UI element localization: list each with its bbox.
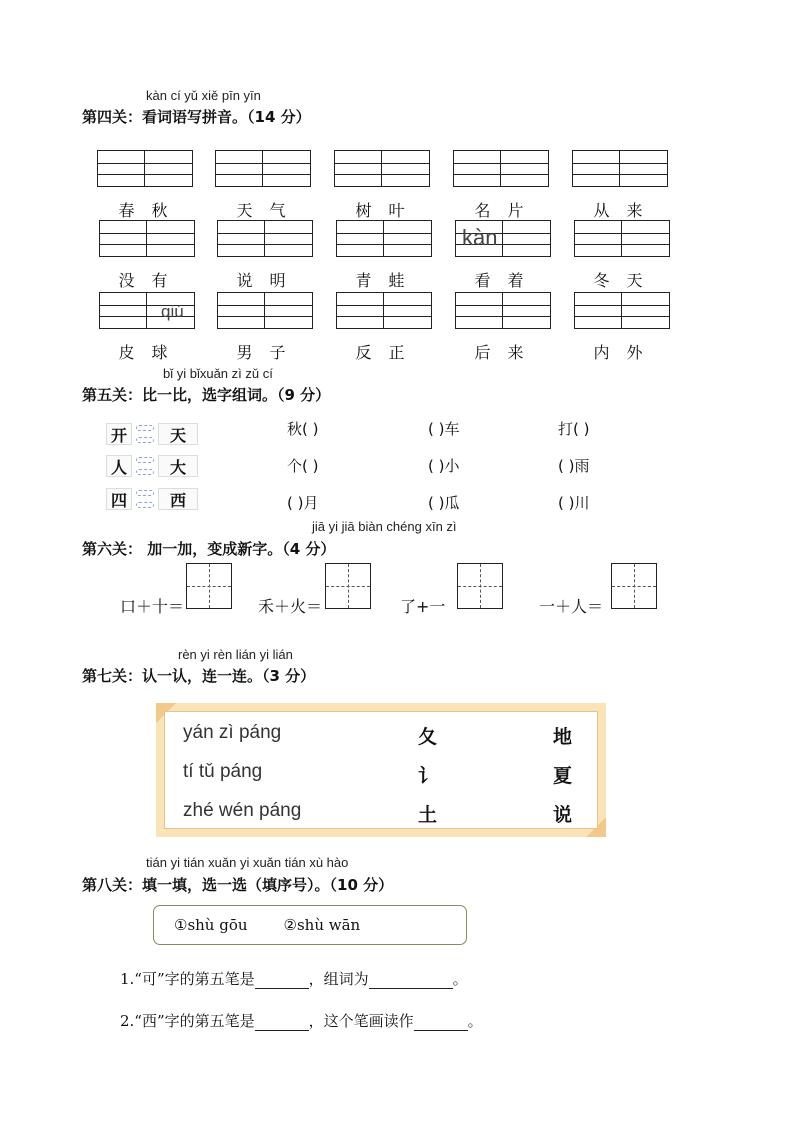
option-1: ①shù gōu [174, 916, 248, 934]
pinyin-grid[interactable] [334, 150, 430, 187]
pinyin-grid[interactable] [574, 220, 670, 257]
vocab-word: 春 秋 [118, 201, 174, 220]
question-2-text: 。 [467, 1012, 483, 1030]
equation-3: 了+一 [400, 597, 446, 616]
question-1-text: 。 [452, 970, 468, 988]
char-pair [106, 455, 198, 477]
pinyin-cell[interactable] [574, 220, 622, 257]
equation-4: 一＋人＝ [539, 597, 604, 616]
question-1 [120, 968, 468, 989]
word-blank[interactable]: ( )小 [428, 457, 460, 475]
vocab-word: 后 来 [474, 343, 530, 362]
pair-char-left: 人 [106, 455, 132, 477]
vocab-word: 从 来 [593, 201, 649, 220]
pinyin-cell[interactable] [99, 220, 147, 257]
matching-inner [164, 711, 598, 829]
match-char-1[interactable]: 地 [553, 726, 573, 748]
pinyin-grid[interactable] [336, 292, 432, 329]
pinyin-cell[interactable] [334, 150, 382, 187]
pinyin-grid[interactable] [215, 150, 311, 187]
pinyin-grid[interactable] [336, 220, 432, 257]
section5-pinyin: bǐ yi bǐxuǎn zì zǔ cí [163, 366, 273, 381]
pinyin-grid[interactable] [572, 150, 668, 187]
pinyin-cell[interactable] [265, 292, 313, 329]
vocab-word: 看 着 [474, 271, 530, 290]
question-1-text: ，组词为 [308, 970, 369, 988]
word-blank[interactable]: ( )月 [287, 494, 319, 512]
word-blank[interactable]: ( )川 [558, 494, 590, 512]
char-pair [106, 488, 198, 510]
vocab-word: 冬 天 [593, 271, 649, 290]
pinyin-cell[interactable] [99, 292, 147, 329]
pinyin-cell[interactable] [622, 220, 670, 257]
word-blank[interactable]: 打( ) [558, 420, 590, 438]
question-1-text: 1.“可”字的第五笔是 [120, 970, 255, 988]
pair-char-right: 天 [158, 423, 198, 445]
pinyin-cell[interactable] [453, 150, 501, 187]
vocab-word: 天 气 [236, 201, 292, 220]
section8-pinyin: tián yi tián xuǎn yi xuǎn tián xù hào [146, 855, 349, 870]
pinyin-cell[interactable] [384, 292, 432, 329]
pinyin-cell[interactable] [622, 292, 670, 329]
pair-char-left: 四 [106, 488, 132, 510]
pinyin-grid[interactable] [217, 220, 313, 257]
match-pinyin-2: tí tǔ páng [183, 761, 263, 782]
word-blank[interactable]: ( )瓜 [428, 494, 460, 512]
options-box [153, 905, 467, 945]
question-2-text: ，这个笔画读作 [308, 1012, 414, 1030]
pair-char-right: 西 [158, 488, 198, 510]
section6-title: 第六关： 加一加，变成新字。（4 分） [82, 540, 336, 558]
section4-title: 第四关：看词语写拼音。（14 分） [82, 108, 311, 126]
char-pair [106, 423, 198, 445]
word-blank[interactable]: 秋( ) [287, 420, 319, 438]
pinyin-cell[interactable] [215, 150, 263, 187]
match-pinyin-1: yán zì páng [183, 722, 282, 743]
match-radical-2[interactable]: 讠 [418, 765, 438, 787]
pinyin-cell[interactable] [574, 292, 622, 329]
match-radical-1[interactable]: 夂 [418, 726, 438, 748]
pinyin-cell[interactable] [503, 292, 551, 329]
pinyin-cell[interactable] [265, 220, 313, 257]
vocab-word: 男 子 [236, 343, 292, 362]
answer-blank[interactable] [255, 972, 309, 989]
section4-pinyin: kàn cí yǔ xiě pīn yīn [146, 88, 261, 103]
question-2-text: 2.“西”字的第五笔是 [120, 1012, 255, 1030]
word-blank[interactable]: ( )雨 [558, 457, 590, 475]
match-char-3[interactable]: 说 [553, 804, 573, 826]
pinyin-cell[interactable] [263, 150, 311, 187]
pinyin-cell[interactable] [97, 150, 145, 187]
section7-title: 第七关：认一认，连一连。（3 分） [82, 667, 316, 685]
pinyin-cell[interactable] [382, 150, 430, 187]
vocab-word: 内 外 [593, 343, 649, 362]
equation-2: 禾＋火＝ [258, 597, 323, 616]
pinyin-cell[interactable] [455, 292, 503, 329]
vocab-word: 没 有 [118, 271, 174, 290]
pinyin-cell[interactable] [145, 150, 193, 187]
vocab-word: 反 正 [355, 343, 411, 362]
pinyin-cell[interactable] [147, 220, 195, 257]
match-radical-3[interactable]: 土 [418, 804, 438, 826]
section6-pinyin: jiā yi jiā biàn chéng xīn zì [312, 519, 457, 534]
pinyin-cell[interactable] [336, 292, 384, 329]
tianzige-2[interactable] [325, 563, 371, 609]
pair-char-left: 开 [106, 423, 132, 445]
pinyin-grid[interactable] [453, 150, 549, 187]
pinyin-cell[interactable] [384, 220, 432, 257]
match-char-2[interactable]: 夏 [553, 765, 573, 787]
section7-pinyin: rèn yi rèn lián yi lián [178, 647, 293, 662]
pinyin-grid[interactable] [574, 292, 670, 329]
question-2 [120, 1010, 483, 1031]
answer-blank[interactable] [255, 1014, 309, 1031]
pinyin-cell[interactable] [336, 220, 384, 257]
word-blank[interactable]: 个( ) [287, 457, 319, 475]
dash-icon [132, 423, 158, 445]
pinyin-cell[interactable] [572, 150, 620, 187]
matching-box [156, 703, 606, 837]
pinyin-cell[interactable] [501, 150, 549, 187]
pinyin-cell[interactable] [217, 220, 265, 257]
pinyin-grid[interactable] [97, 150, 193, 187]
vocab-word: 青 蛙 [355, 271, 411, 290]
vocab-word: 说 明 [236, 271, 292, 290]
answer-blank[interactable] [369, 972, 453, 989]
overlay-kan: kàn [462, 225, 498, 250]
vocab-word: 皮 球 [118, 343, 174, 362]
option-2: ②shù wān [283, 916, 361, 934]
answer-blank[interactable] [414, 1014, 468, 1031]
pinyin-cell[interactable] [503, 220, 551, 257]
equation-1: 口＋十＝ [120, 597, 185, 616]
pair-char-right: 大 [158, 455, 198, 477]
pinyin-grid[interactable] [455, 292, 551, 329]
match-pinyin-3: zhé wén páng [183, 800, 302, 821]
pinyin-grid[interactable] [99, 220, 195, 257]
tianzige-4[interactable] [611, 563, 657, 609]
section5-title: 第五关：比一比，选字组词。（9 分） [82, 386, 331, 404]
tianzige-1[interactable] [186, 563, 232, 609]
dash-icon [132, 488, 158, 510]
overlay-qiu: qiú [161, 302, 184, 321]
vocab-word: 名 片 [474, 201, 530, 220]
vocab-word: 树 叶 [355, 201, 411, 220]
pinyin-grid[interactable] [217, 292, 313, 329]
dash-icon [132, 455, 158, 477]
pinyin-cell[interactable] [620, 150, 668, 187]
section8-title: 第八关：填一填，选一选（填序号）。（10 分） [82, 876, 394, 894]
pinyin-cell[interactable] [217, 292, 265, 329]
tianzige-3[interactable] [457, 563, 503, 609]
word-blank[interactable]: ( )车 [428, 420, 460, 438]
